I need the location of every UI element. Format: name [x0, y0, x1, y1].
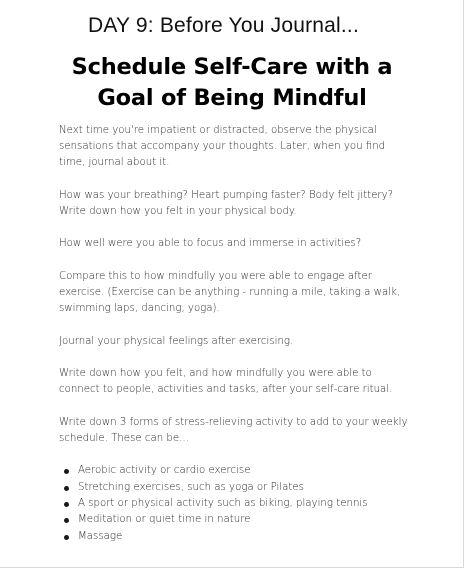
list-item-text: Meditation or quiet time in nature — [78, 514, 251, 526]
paragraph-compare: Compare this to how mindfully you were able to engage after exercise. (Exercise can be anything - running a mile, taking a walk, swimming laps, dancing, yoga). — [59, 270, 401, 315]
list-item-text: Stretching exercises, such as yoga or Pilates — [78, 481, 304, 493]
list-item-text: Aerobic activity or cardio exercise — [78, 465, 251, 477]
paragraph-stress-relief: Write down 3 forms of stress-relieving activity to add to your weekly schedule. These can be... — [59, 416, 408, 444]
paragraph-focus: How well were you able to focus and immerse in activities? — [59, 238, 362, 250]
list-item — [78, 480, 409, 496]
list-item-text: Massage — [78, 530, 123, 542]
page-title — [0, 52, 464, 114]
paragraph-observe: Next time you're impatient or distracted, observe the physical sensations that accompany your thoughts. Later, when you find time, journal about it. — [59, 125, 386, 169]
title-line-1: Schedule Self-Care with a — [71, 54, 393, 80]
list-item — [78, 512, 409, 528]
bullet-icon — [64, 486, 69, 491]
bullet-icon — [64, 518, 69, 523]
day-label: DAY 9: Before You Journal... — [88, 14, 360, 37]
bullet-icon — [64, 535, 69, 540]
bullet-icon — [64, 502, 69, 507]
body-text — [59, 123, 409, 545]
title-line-2: Goal of Being Mindful — [97, 85, 367, 111]
bullet-icon — [64, 469, 69, 474]
paragraph-write-down: Write down how you felt, and how mindfully you were able to connect to people, activities and tasks, after your self-care ritual. — [59, 367, 393, 396]
list-item — [78, 529, 409, 545]
paragraph-journal: Journal your physical feelings after exercising. — [59, 335, 294, 347]
list-item-text: A sport or physical activity such as biking, playing tennis — [78, 497, 368, 509]
activity-list — [59, 463, 409, 545]
list-item — [78, 463, 409, 479]
list-item — [78, 496, 409, 512]
paragraph-breathing: How was your breathing? Heart pumping faster? Body felt jittery? Write down how you felt in your physical body. — [59, 189, 394, 217]
